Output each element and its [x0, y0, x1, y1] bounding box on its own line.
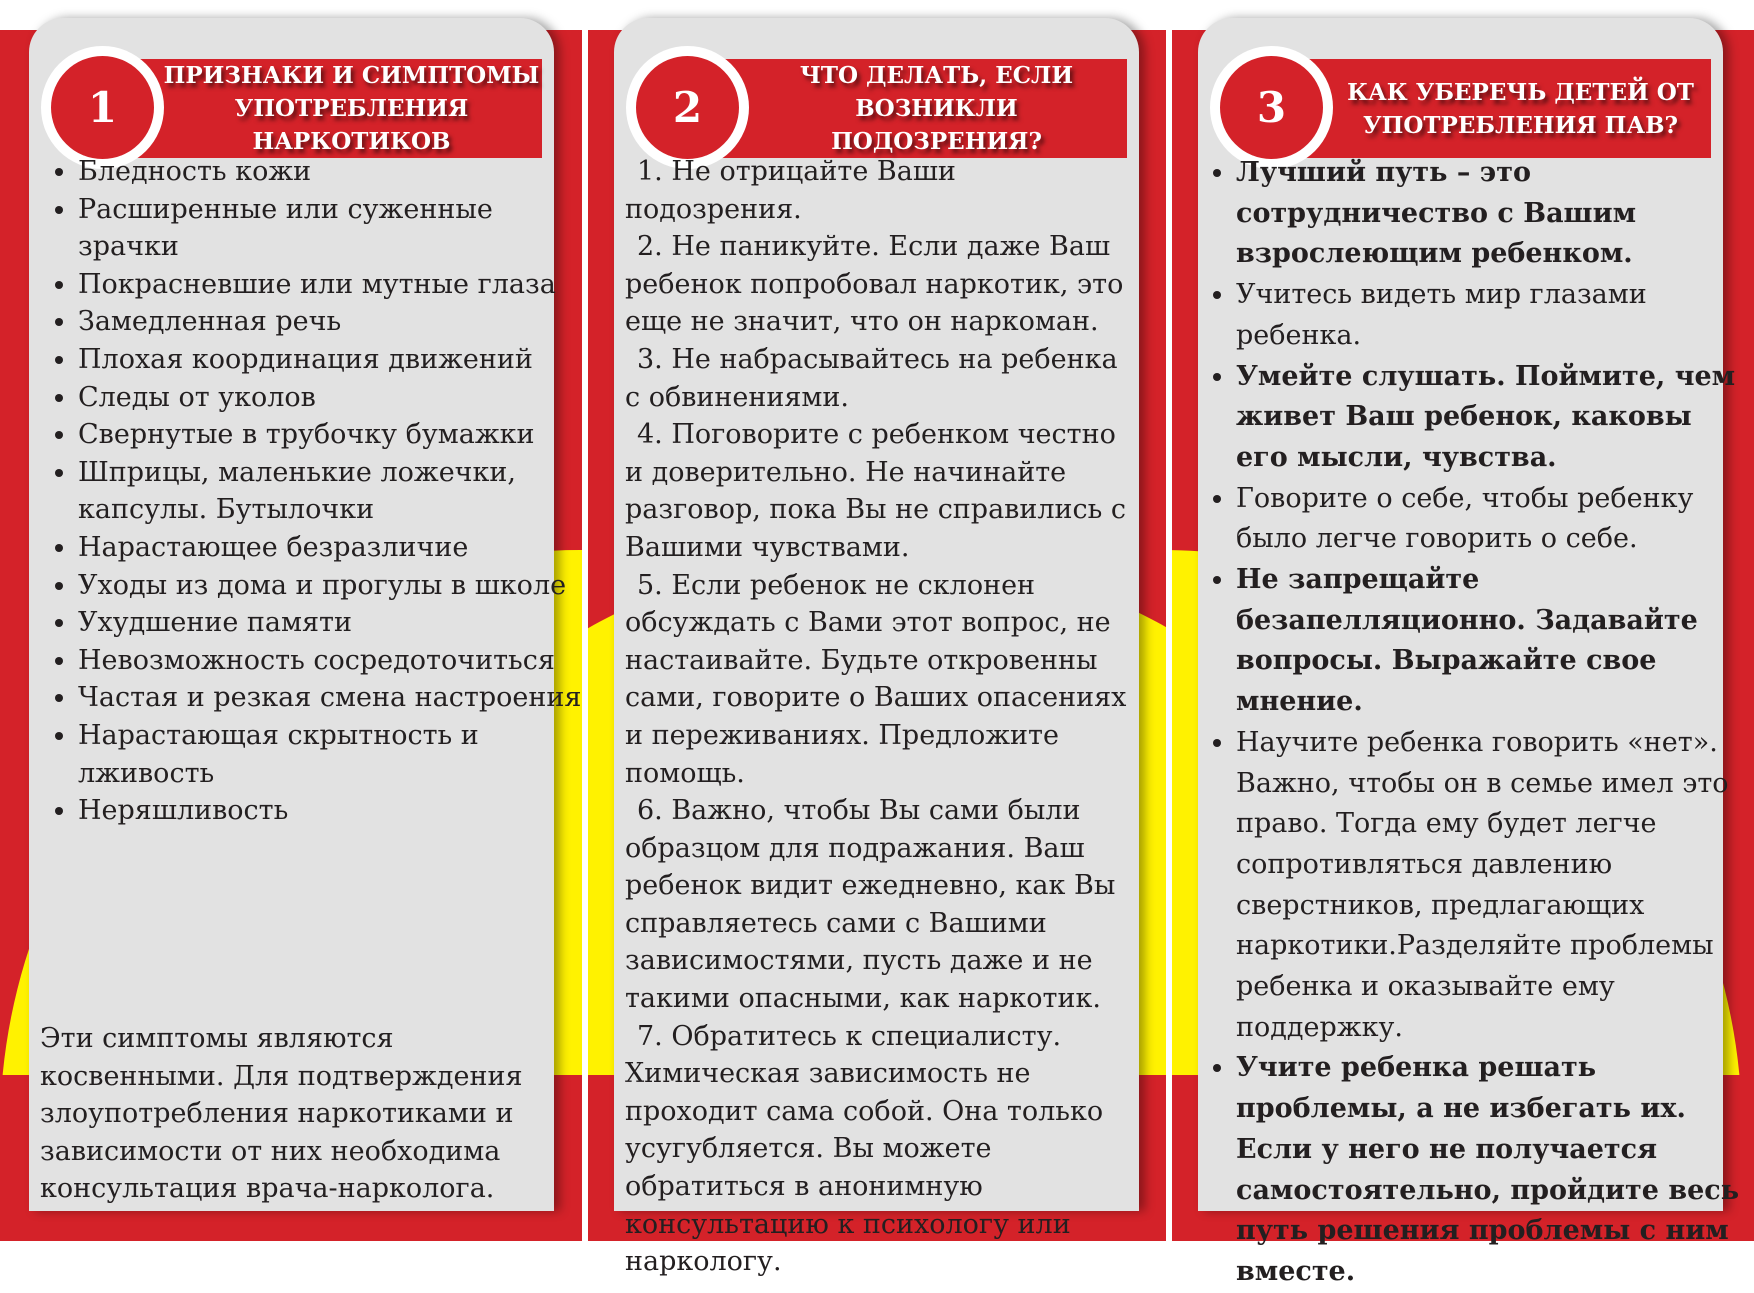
list-item: • Шприцы, маленькие ложечки, капсулы. Бутылочки: [78, 454, 583, 529]
list-item: • Замедленная речь: [78, 303, 583, 341]
panel-header: [626, 42, 1127, 165]
list-item: 2. Не паникуйте. Если даже Ваш ребенок попробовал наркотик, это еще не значит, что он наркоман.: [625, 231, 1124, 338]
panel-number-badge: [626, 46, 749, 169]
list-item: • Научите ребенка говорить «нет». Важно, чтобы он в семье имел это право. Тогда ему будет легче сопротивляться давлению сверстников, предлагающих наркотики.Разделяйте проблемы ребенка и оказывайте ему поддержку.: [1236, 723, 1746, 1049]
list-item: • Умейте слушать. Поймите, чем живет Ваш ребенок, каковы его мысли, чувства.: [1236, 357, 1746, 479]
list-item: • Нарастающее безразличие: [78, 529, 583, 567]
prevention-list: [1210, 153, 1746, 1293]
list-item: • Следы от уколов: [78, 379, 583, 417]
list-item: • Свернутые в трубочку бумажки: [78, 416, 583, 454]
list-item: • Ухудшение памяти: [78, 604, 583, 642]
list-item: • Не запрещайте безапелляционно. Задавайте вопросы. Выражайте свое мнение.: [1236, 560, 1746, 723]
list-item: 5. Если ребенок не склонен обсуждать с Вами этот вопрос, не настаивайте. Будьте откровенны сами, говорите о Ваших опасениях и переживаниях. Предложите помощь.: [625, 569, 1127, 789]
symptoms-list: [40, 153, 583, 830]
list-item: • Частая и резкая смена настроения: [78, 679, 583, 717]
panel-title: ЧТО ДЕЛАТЬ, ЕСЛИ ВОЗНИКЛИ ПОДОЗРЕНИЯ?: [686, 59, 1127, 158]
list-item: • Плохая координация движений: [78, 341, 583, 379]
list-item: 7. Обратитесь к специалисту. Химическая зависимость не проходит сама собой. Она только усугубляется. Вы можете обратиться в анонимную консультацию к психологу или наркологу.: [625, 1020, 1104, 1278]
list-item: 6. Важно, чтобы Вы сами были образцом для подражания. Ваш ребенок видит ежедневно, как Вы справляетесь сами с Вашими зависимостями, пусть даже и не такими опасными, как наркотик.: [625, 795, 1116, 1015]
panel-title: КАК УБЕРЕЧЬ ДЕТЕЙ ОТ УПОТРЕБЛЕНИЯ ПАВ?: [1270, 59, 1711, 158]
list-item: • Невозможность сосредоточиться: [78, 642, 583, 680]
panel-number: 3: [1220, 56, 1323, 159]
panel-header: [41, 42, 542, 165]
panel-header: [1210, 42, 1711, 165]
panel-number: 2: [636, 56, 739, 159]
list-item: 3. Не набрасывайтесь на ребенка с обвинениями.: [625, 343, 1118, 413]
panel-number-badge: [41, 46, 164, 169]
list-item: • Говорите о себе, чтобы ребенку было легче говорить о себе.: [1236, 479, 1746, 560]
panel-number-badge: [1210, 46, 1333, 169]
list-item: • Учитесь видеть мир глазами ребенка.: [1236, 275, 1746, 356]
list-item: • Покрасневшие или мутные глаза: [78, 266, 583, 304]
list-item: 4. Поговорите с ребенком честно и доверительно. Не начинайте разговор, пока Вы не справились с Вашими чувствами.: [625, 419, 1127, 563]
list-item: • Лучший путь – это сотрудничество с Вашим взрослеющим ребенком.: [1236, 153, 1746, 275]
list-item: • Расширенные или суженные зрачки: [78, 191, 583, 266]
steps-list: [625, 153, 1130, 1281]
list-item: • Неряшливость: [78, 792, 583, 830]
list-item: • Учите ребенка решать проблемы, а не избегать их. Если у него не получается самостоятельно, пройдите весь путь решения проблемы с ним вместе.: [1236, 1048, 1746, 1292]
list-item: • Уходы из дома и прогулы в школе: [78, 567, 583, 605]
list-item: 1. Не отрицайте Ваши подозрения.: [625, 156, 956, 225]
panel-title: ПРИЗНАКИ И СИМПТОМЫ УПОТРЕБЛЕНИЯ НАРКОТИКОВ: [101, 59, 542, 158]
list-item: • Бледность кожи: [78, 153, 583, 191]
panel-number: 1: [51, 56, 154, 159]
list-item: • Нарастающая скрытность и лживость: [78, 717, 583, 792]
symptoms-note: Эти симптомы являются косвенными. Для подтверждения злоупотребления наркотиками и зависимости от них необходима консультация врача-нарколога.: [40, 1023, 523, 1205]
